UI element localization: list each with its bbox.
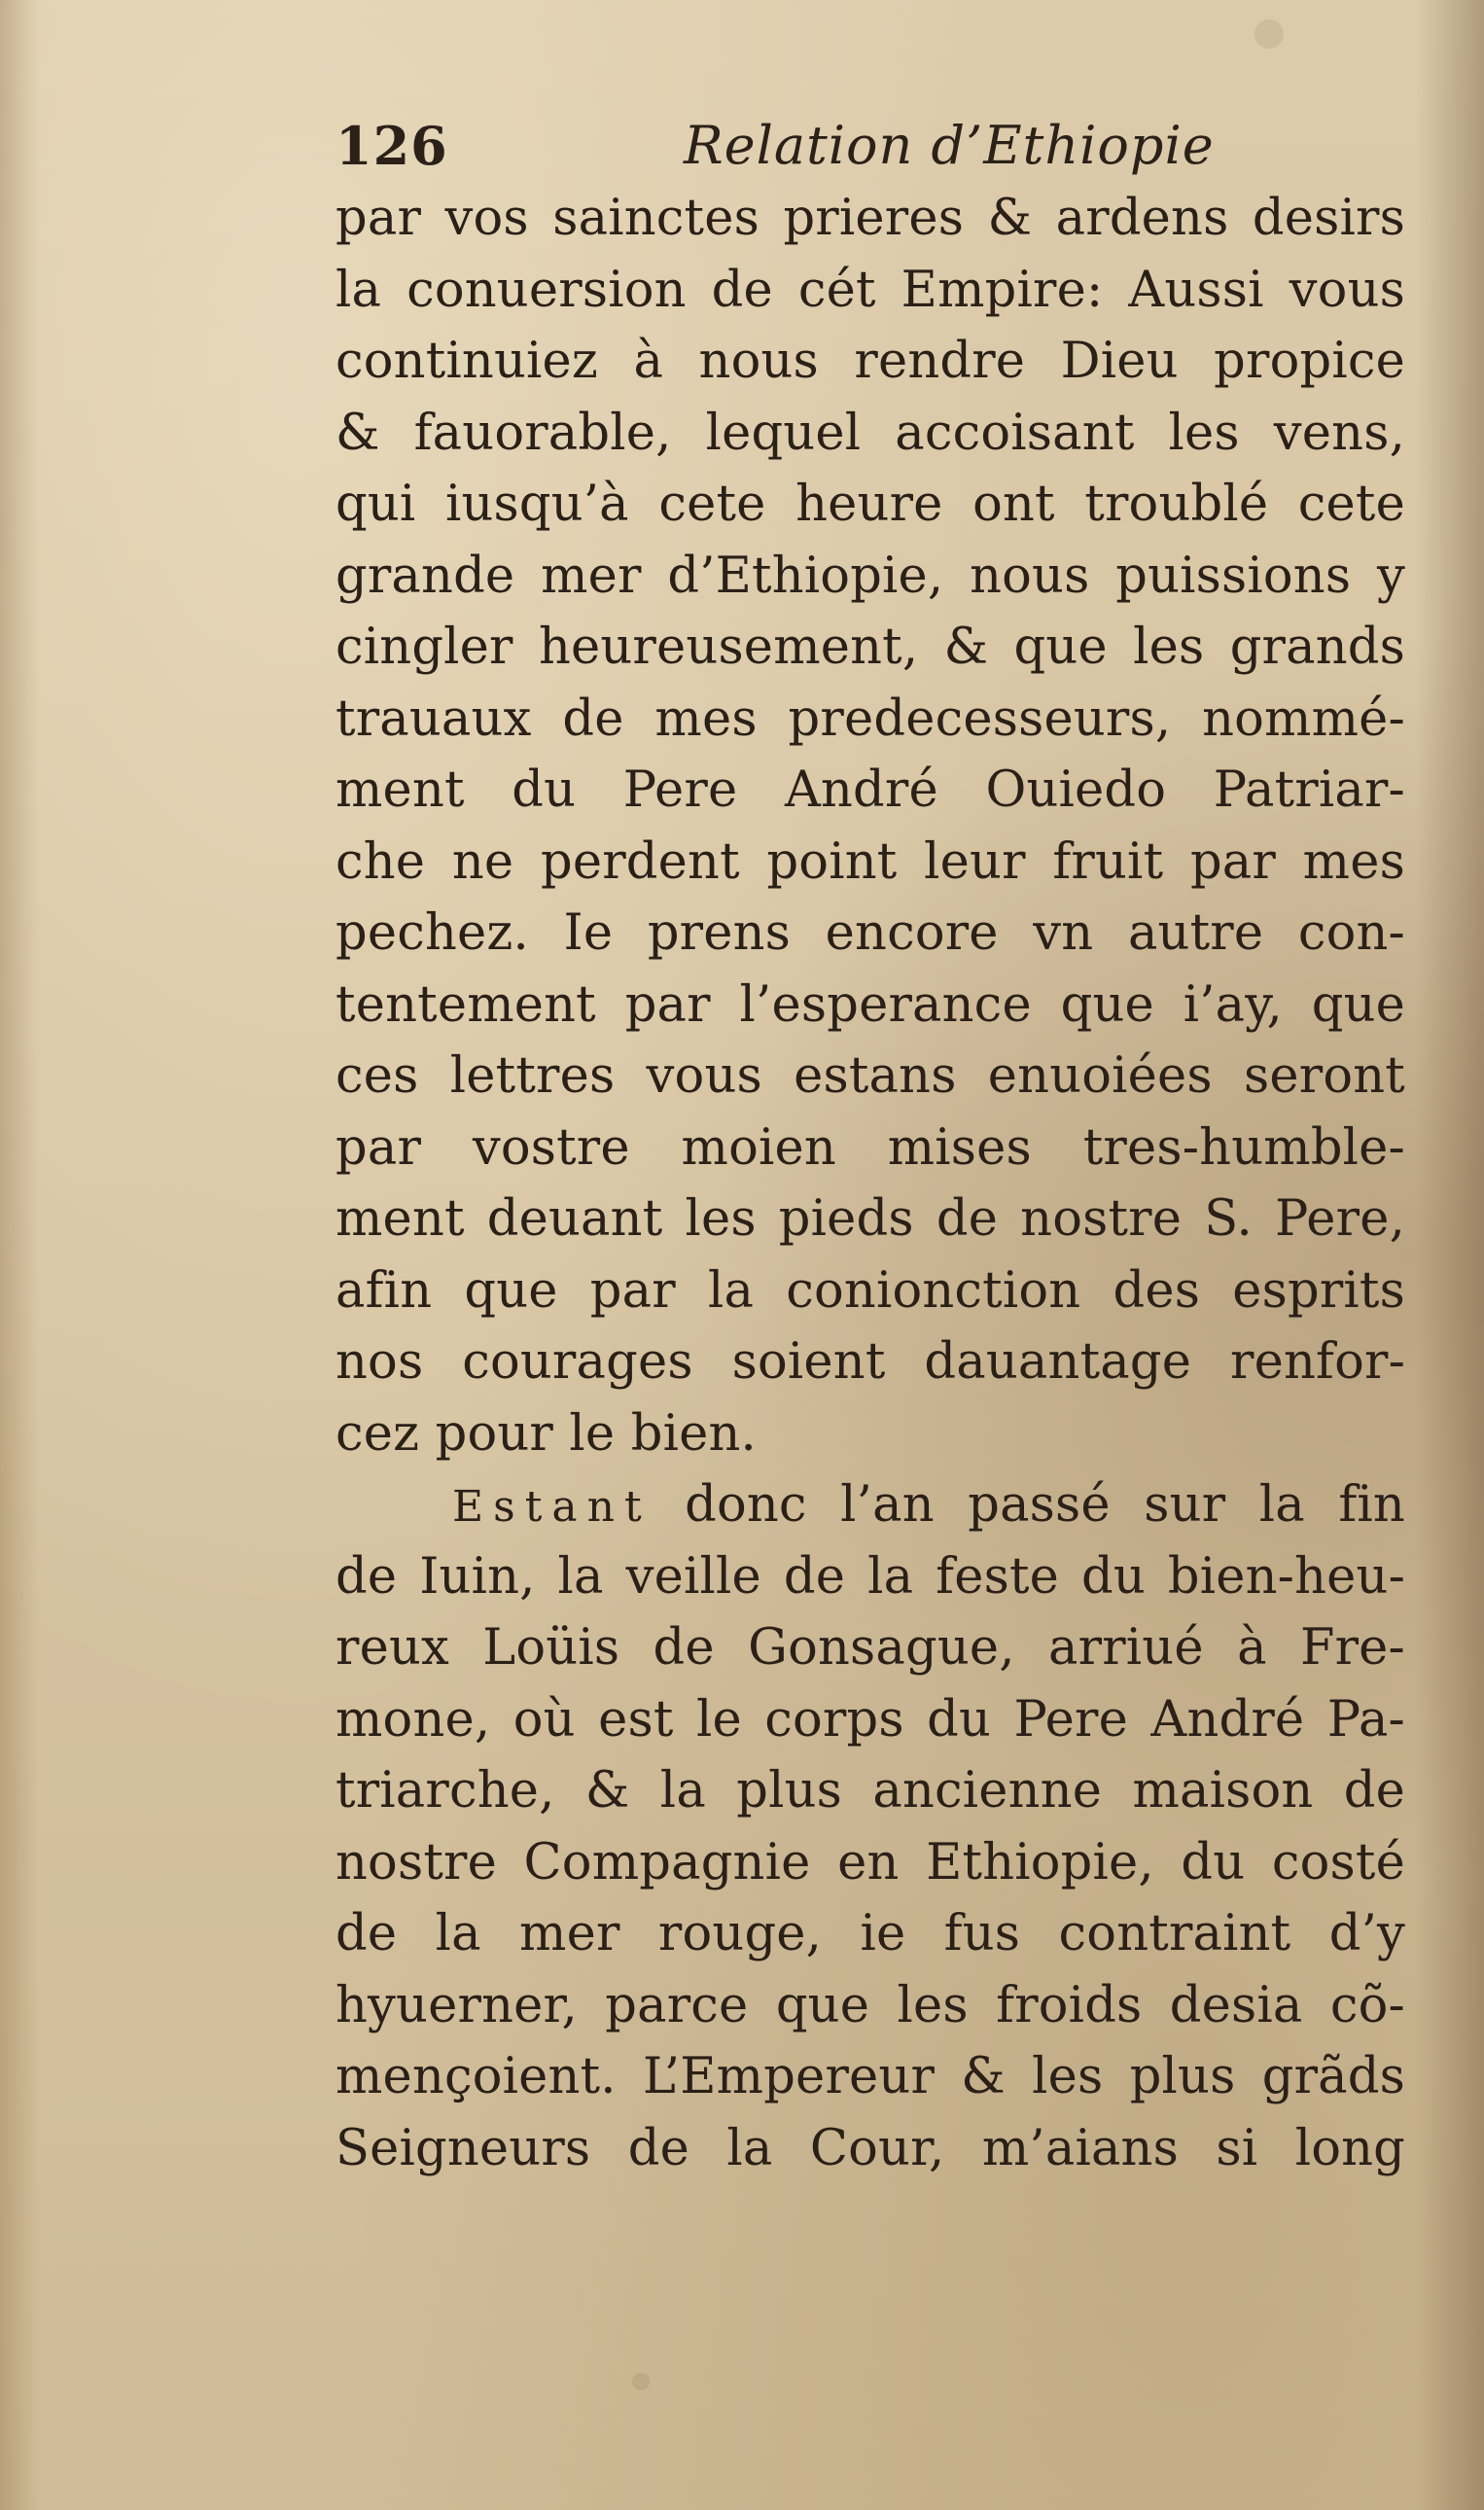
paper-stain [632, 2373, 650, 2390]
text-line: de la mer rouge, ie fus contraint d’y [336, 1905, 1405, 1962]
paragraph-initial-word: Estant [452, 1482, 652, 1532]
text-line: Seigneurs de la Cour, m’aians si long [336, 2119, 1405, 2177]
text-line: hyuerner, parce que les froids desia cõ- [336, 1976, 1405, 2034]
text-line: la conuersion de cét Empire: Aussi vous [336, 261, 1405, 319]
text-line: mone, où est le corps du Pere André Pa- [336, 1690, 1405, 1749]
text-line: de Iuin, la veille de la feste du bien-heu- [336, 1547, 1405, 1606]
text-line: trauaux de mes predecesseurs, nommé- [336, 689, 1405, 748]
page-number: 126 [336, 115, 448, 177]
text-line: ment du Pere André Ouiedo Patriar- [336, 761, 1405, 819]
text-line: par vos sainctes prieres & ardens desirs [336, 190, 1405, 247]
text-line: tentement par l’esperance que i’ay, que [336, 975, 1405, 1034]
running-head-title: Relation d’Ethiopie [684, 115, 1215, 176]
text-line: par vostre moien mises tres-humble- [336, 1118, 1405, 1177]
paragraph-opening-text: donc l’an passé sur la fin [685, 1476, 1405, 1534]
text-line: nostre Compagnie en Ethiopie, du costé [336, 1833, 1405, 1891]
page-edge-right [1416, 0, 1484, 2510]
text-line: mençoient. L’Empereur & les plus grãds [336, 2048, 1405, 2105]
text-line: triarche, & la plus ancienne maison de [336, 1762, 1405, 1820]
body-text [336, 183, 1405, 2184]
text-line: continuiez à nous rendre Dieu propice [336, 333, 1405, 390]
text-line: cingler heureusement, & que les grands [336, 619, 1405, 676]
text-line: & fauorable, lequel accoisant les vens, [336, 404, 1405, 462]
text-line: pechez. Ie prens encore vn autre con- [336, 904, 1405, 962]
text-line: reux Loüis de Gonsague, arriué à Fre- [336, 1619, 1405, 1677]
running-header [336, 115, 1405, 183]
text-line: cez pour le bien. [336, 1404, 757, 1463]
text-line: ces lettres vous estans enuoiées seront [336, 1047, 1405, 1105]
page-edge-left [0, 0, 39, 2510]
paragraph-opening-line [336, 1469, 1405, 1541]
text-line: afin que par la conionction des esprits [336, 1261, 1405, 1320]
text-line: ment deuant les pieds de nostre S. Pere, [336, 1190, 1405, 1248]
text-line: qui iusqu’à cete heure ont troublé cete [336, 476, 1405, 533]
text-line: grande mer d’Ethiopie, nous puissions y [336, 547, 1405, 605]
paper-stain [1254, 19, 1284, 49]
text-line: nos courages soient dauantage renfor- [336, 1333, 1405, 1391]
text-line: che ne perdent point leur fruit par mes [336, 832, 1405, 891]
